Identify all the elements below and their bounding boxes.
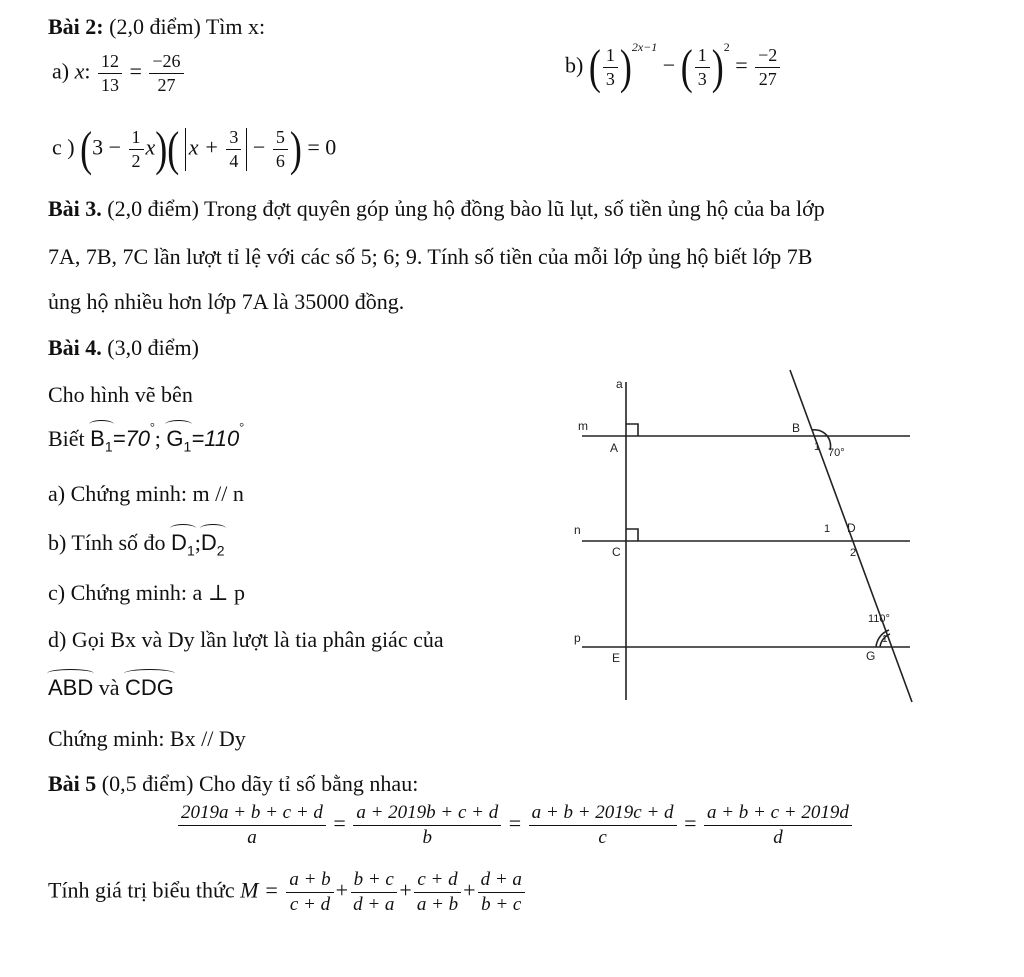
frac-num: c + d [414,870,460,893]
label-B: B [792,421,801,435]
angle-letter: G [166,426,184,451]
expr-term-4 [478,870,525,915]
ratio-3 [529,803,677,848]
frac-den: d [773,826,783,848]
label-C: C [612,545,621,559]
frac-num: −2 [755,46,780,68]
bai3-line1 [48,196,825,222]
bai5-heading [48,771,418,797]
frac-num: 3 [226,128,241,150]
expr-term-3 [414,870,461,915]
left-paren: ( [80,122,93,177]
label-A: A [610,441,619,455]
bai5-ratio-chain [176,803,854,848]
angle-d2 [201,530,225,558]
angle-letter: B [90,426,105,451]
bai2-c-eq: = 0 [307,134,337,160]
bai2-a-label: a) [52,58,70,84]
right-angle-c [626,529,638,541]
ratio-4 [704,803,852,848]
left-paren: ( [588,40,601,95]
bai2-b-frac3 [755,46,780,89]
frac-num: 1 [603,46,618,68]
frac-den: b + c [481,893,522,915]
bai3-line2: 7A, 7B, 7C lần lượt tỉ lệ với các số 5; 6; 9. Tính số tiền của mỗi lớp ủng hộ biết lớp 7B [48,244,813,269]
bai4-qb-text: b) Tính số đo [48,530,172,555]
frac-num: 12 [98,52,122,74]
angle-sub: 1 [183,438,192,455]
bai2-part-a [52,52,186,95]
bai5-title: Bài 5 [48,771,97,796]
angle-d1 [171,530,195,558]
angle-sub: 2 [216,542,225,559]
equals-sign: = [735,52,748,78]
right-paren: ) [289,122,302,177]
bai4-intro: Cho hình vẽ bên [48,382,193,407]
bai3-title: Bài 3. [48,196,102,221]
frac-num: −26 [149,52,183,74]
frac-den: 13 [100,74,119,95]
bai5-points: (0,5 điểm) Cho dãy tỉ số bằng nhau: [96,771,419,796]
angle-b1 [90,426,112,454]
bai5-expression [48,870,527,915]
bai2-c-three: 3 − [92,134,122,160]
angle-g1-value: =110 [191,426,240,451]
bai2-a-colon: : [84,58,91,84]
bai5-tinh: Tính giá trị biểu thức [48,877,241,903]
equals-sign: = [508,810,522,836]
minus-sign: − [252,134,266,160]
plus-sign: + [399,877,412,903]
label-n: n [574,523,581,537]
angle-sub: 1 [104,438,113,455]
bai2-c-frac2 [226,128,241,171]
label-G: G [866,649,876,663]
angle-sub: 1 [186,542,195,559]
frac-den: 2 [131,150,141,171]
equals-sign: = [684,810,697,836]
bai2-b-frac1 [603,46,618,89]
abs-inner: x + [188,134,219,160]
ratio-1 [178,803,326,848]
bai2-b-exp2: 2 [723,40,730,54]
angle-abd: ABD [48,675,94,700]
degree-sign: ° [149,420,155,434]
bai4-heading [48,335,199,361]
frac-den: 3 [697,68,707,89]
bai2-a-frac1 [98,52,122,95]
bai4-qb [48,530,225,558]
bai4-title: Bài 4. [48,335,102,360]
right-paren: ) [711,40,724,95]
bai2-b-exp1: 2x−1 [631,40,658,54]
bai2-b-frac2 [695,46,710,89]
frac-den: c [598,826,607,848]
ratio-2 [353,803,501,848]
right-paren: ) [619,40,632,95]
label-a: a [616,377,623,391]
expr-term-1 [286,870,333,915]
frac-num: 1 [695,46,710,68]
angle-g1 [166,426,191,454]
left-paren: ( [167,122,180,177]
plus-sign: + [463,877,476,903]
label-1-d: 1 [824,523,831,535]
frac-den: a + b [416,893,459,915]
frac-num: 2019a + b + c + d [178,803,326,826]
label-m: m [578,419,588,433]
label-1-b: 1 [814,441,821,453]
connector-va: và [93,675,126,700]
frac-den: 4 [229,150,239,171]
frac-den: 3 [605,68,615,89]
angle-b1-value: =70 [112,426,150,451]
frac-den: c + d [289,893,331,915]
frac-num: a + b + c + 2019d [704,803,852,826]
label-2-d: 2 [850,547,857,559]
geometry-figure [560,360,920,705]
bai3-line3: ủng hộ nhiều hơn lớp 7A là 35000 đồng. [48,289,405,314]
label-p: p [574,631,581,645]
bai2-points: (2,0 điểm) Tìm x: [103,14,266,39]
bai2-a-frac2 [149,52,183,95]
equals-sign: = [333,810,346,836]
frac-den: a [247,826,257,848]
bai2-c-frac1 [129,128,144,171]
separator: ; [194,530,201,555]
expr-m: M = [240,877,279,903]
label-E: E [612,651,621,665]
frac-num: 5 [273,128,288,150]
frac-den: 6 [275,150,285,171]
minus-sign: − [662,52,676,78]
bai4-qd2: Chứng minh: Bx // Dy [48,726,246,751]
bai4-qa: a) Chứng minh: m // n [48,481,244,506]
bai2-heading [48,14,265,40]
expr-term-2 [350,870,397,915]
bai4-points: (3,0 điểm) [101,335,199,360]
label-1-g: 1 [882,634,888,645]
frac-den: d + a [353,893,395,915]
right-angle-a [626,424,638,436]
bai2-c-abs [185,128,248,171]
angle-letter: D [200,530,217,555]
label-110: 110° [868,613,890,625]
transversal-line [790,370,912,702]
bai2-part-c [52,122,337,177]
degree-sign: ° [239,420,245,434]
label-D: D [847,521,856,535]
right-paren: ) [155,122,168,177]
bai4-qc: c) Chứng minh: a ⊥ p [48,580,245,605]
bai3-text1: (2,0 điểm) Trong đợt quyên góp ủng hộ đồng bào lũ lụt, số tiền ủng hộ của ba lớp [101,196,825,221]
frac-den: b [422,826,433,848]
frac-num: a + 2019b + c + d [353,803,501,826]
equals-sign: = [129,58,142,84]
bai4-given [48,420,245,455]
plus-sign: + [335,877,349,903]
label-70: 70° [828,447,845,459]
bai2-c-frac3 [273,128,288,171]
frac-num: d + a [478,870,525,893]
bai2-c-x: x [145,134,156,160]
bai4-qd-angles [48,675,174,701]
bai2-c-label: c ) [52,134,75,160]
bai2-a-var: x [74,58,85,84]
separator: ; [154,426,167,451]
frac-num: a + b [286,870,333,893]
angle-cdg: CDG [125,675,174,700]
frac-den: 27 [157,74,176,95]
frac-num: a + b + 2019c + d [529,803,677,826]
bai2-b-label: b) [565,52,584,78]
bai2-part-b [565,40,782,95]
frac-den: 27 [758,68,777,89]
bai2-title: Bài 2: [48,14,104,39]
bai4-qd: d) Gọi Bx và Dy lần lượt là tia phân giác của [48,627,444,652]
bai4-biet: Biết [48,426,91,451]
left-paren: ( [680,40,693,95]
angle-letter: D [171,530,187,555]
frac-num: 1 [129,128,144,150]
frac-num: b + c [351,870,397,893]
